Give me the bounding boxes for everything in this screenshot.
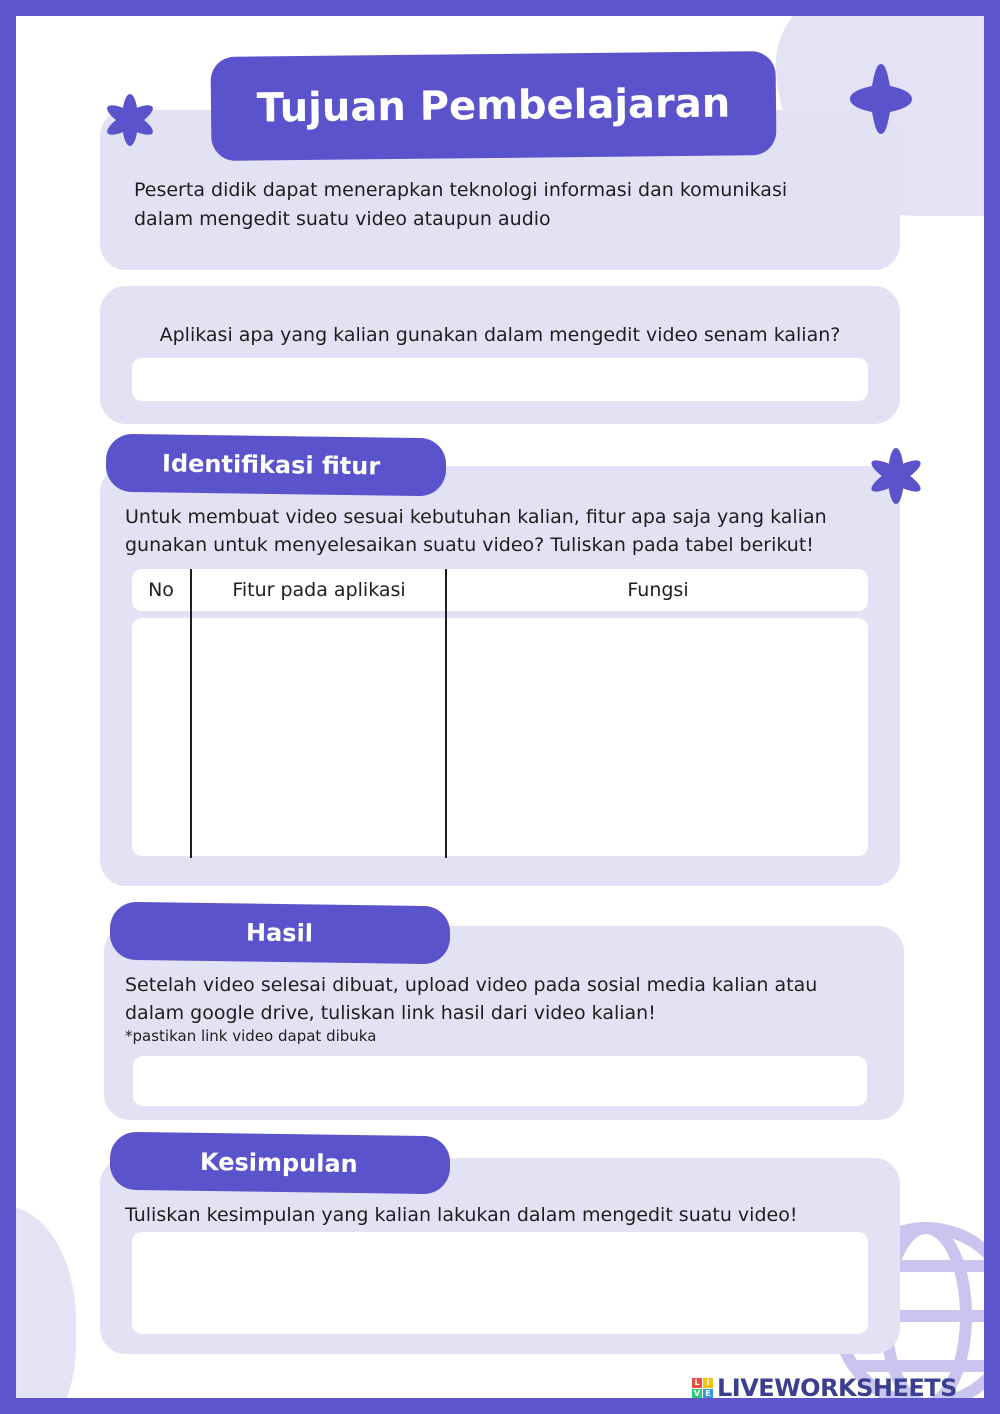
table-header-function: Fungsi (627, 579, 689, 601)
result-note: *pastikan link video dapat dibuka (125, 1027, 377, 1045)
features-instruction-line1: Untuk membuat video sesuai kebutuhan kalian, fitur apa saja yang kalian (125, 506, 827, 528)
logo-badge-letter: L (692, 1378, 702, 1388)
worksheet-page (16, 16, 984, 1398)
video-link-input[interactable] (133, 1056, 867, 1106)
table-column-divider (445, 569, 447, 858)
sparkle-star-icon (848, 62, 914, 136)
conclusion-instruction: Tuliskan kesimpulan yang kalian lakukan dalam mengedit suatu video! (125, 1204, 798, 1226)
logo-text: LIVEWORKSHEETS (717, 1374, 957, 1398)
question-card (100, 286, 900, 424)
objective-text-line1: Peserta didik dapat menerapkan teknologi informasi dan komunikasi (134, 179, 788, 201)
decorative-blob-bottom-left (16, 1206, 76, 1398)
features-instruction-line2: gunakan untuk menyelesaikan suatu video? Tuliskan pada tabel berikut! (125, 534, 814, 556)
objective-title: Tujuan Pembelajaran (210, 51, 776, 161)
logo-badge-letter: V (693, 1388, 701, 1398)
features-title: Identifikasi fitur (106, 434, 447, 497)
result-instruction-line2: dalam google drive, tuliskan link hasil dari video kalian! (125, 1002, 656, 1024)
table-header-no: No (148, 579, 174, 601)
liveworksheets-logo[interactable] (692, 1374, 957, 1398)
logo-badge (692, 1378, 713, 1399)
conclusion-title: Kesimpulan (110, 1132, 451, 1195)
logo-badge-letter: E (703, 1389, 713, 1399)
app-answer-input[interactable] (132, 358, 868, 401)
flower-star-icon (864, 444, 928, 508)
conclusion-answer-input[interactable] (132, 1232, 868, 1334)
result-title: Hasil (110, 902, 451, 965)
features-table-body[interactable] (132, 618, 868, 856)
flower-star-icon (100, 90, 160, 150)
table-column-divider (190, 569, 192, 858)
logo-badge-letter: I (703, 1378, 713, 1388)
objective-text-line2: dalam mengedit suatu video ataupun audio (134, 208, 551, 230)
table-header-feature: Fitur pada aplikasi (232, 579, 406, 601)
question-text: Aplikasi apa yang kalian gunakan dalam mengedit video senam kalian? (159, 324, 841, 346)
result-instruction-line1: Setelah video selesai dibuat, upload video pada sosial media kalian atau (125, 974, 818, 996)
